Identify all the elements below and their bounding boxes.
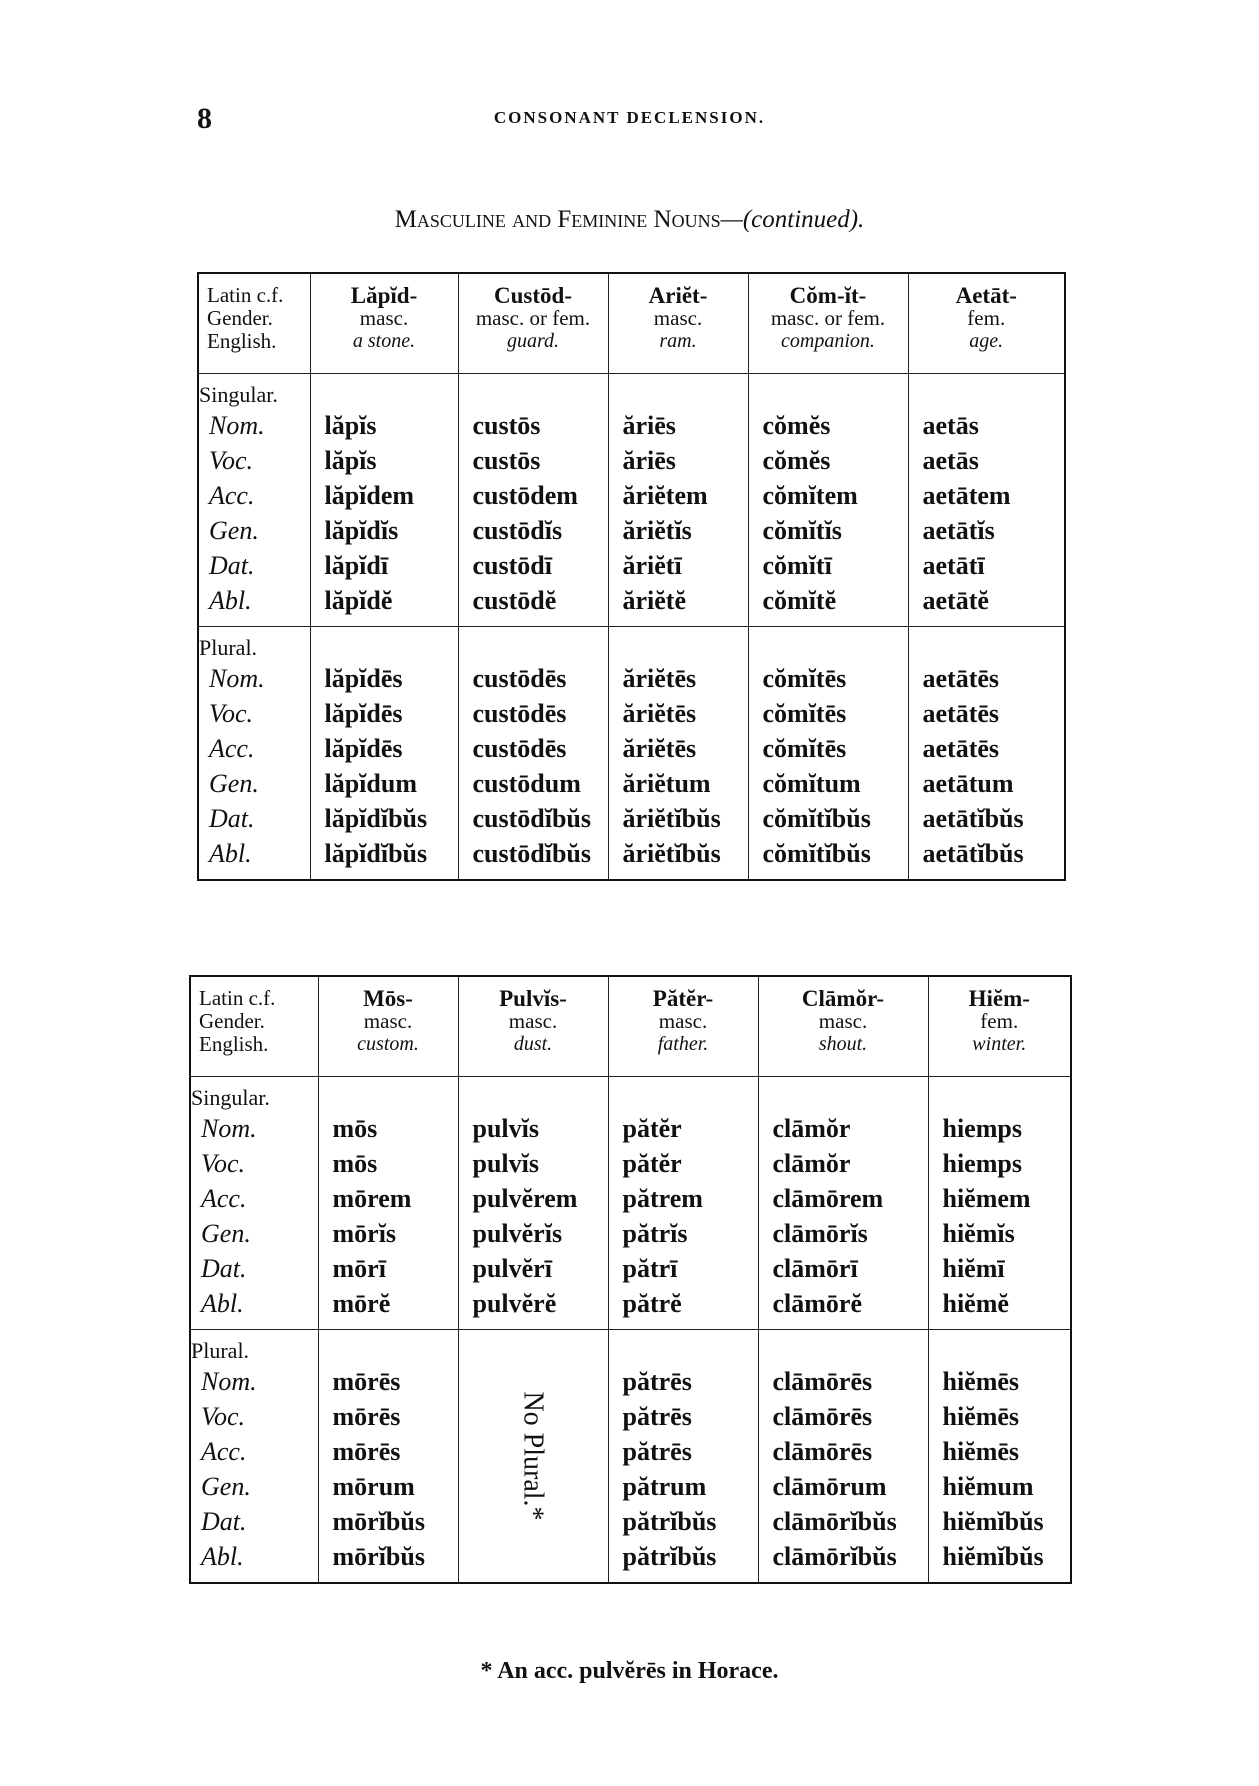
case-label: Acc. (209, 480, 255, 510)
case-form: clāmōrem (772, 1183, 884, 1213)
case-form: aetās (922, 410, 979, 440)
stem-label: Mōs- (363, 986, 413, 1011)
column-header (748, 273, 908, 373)
case-label: Nom. (209, 410, 265, 440)
column-header (608, 976, 758, 1076)
case-form: custōs (472, 445, 541, 475)
plural-forms (928, 1329, 1071, 1583)
case-form: custōdēs (472, 698, 567, 728)
case-form: mōs (332, 1113, 378, 1143)
stem-label: Clāmŏr- (801, 986, 885, 1011)
case-form: pătrēs (622, 1366, 692, 1396)
case-form: ăriĕtem (622, 480, 708, 510)
stem-label: Custōd- (494, 283, 572, 308)
section-title-continued: —(continued). (720, 206, 865, 233)
case-form: mōrĭbŭs (332, 1506, 425, 1536)
case-form: ăriĕtĭbŭs (622, 803, 721, 833)
singular-label-cell (190, 1076, 318, 1329)
english-gloss: winter. (972, 1033, 1027, 1055)
gender-label: fem. (980, 1009, 1019, 1033)
case-form: pătrĕ (622, 1288, 682, 1318)
plural-label-cell (198, 626, 310, 880)
english-gloss: dust. (513, 1033, 553, 1055)
gender-label: fem. (967, 306, 1006, 330)
plural-forms (908, 626, 1065, 880)
case-form: aetātem (922, 480, 1011, 510)
case-form: ăriĕtēs (622, 698, 697, 728)
footnote: * An acc. pulvĕrēs in Horace. (480, 1658, 779, 1684)
running-head: CONSONANT DECLENSION. (493, 108, 766, 127)
case-form: ăriĕtĭbŭs (622, 838, 721, 868)
gender-label: masc. (359, 306, 409, 330)
case-form: mōrem (332, 1183, 412, 1213)
case-form: cŏmĭtĭbŭs (762, 803, 871, 833)
case-label: Voc. (209, 445, 254, 475)
stem-label: Pătĕr- (652, 986, 714, 1011)
plural-label-cell (190, 1329, 318, 1583)
label-latin-cf: Latin c.f. (207, 283, 284, 307)
case-form: hiĕmem (942, 1183, 1031, 1213)
case-form: cŏmĭtēs (762, 663, 847, 693)
case-form: mōrum (332, 1471, 415, 1501)
case-form: clāmŏr (772, 1113, 851, 1143)
stem-label: Lăpĭd- (350, 283, 418, 308)
case-form: hiĕmēs (942, 1401, 1020, 1431)
plural-forms (608, 626, 748, 880)
case-form: mōrēs (332, 1401, 401, 1431)
case-form: cŏmĭtēs (762, 698, 847, 728)
case-form: hiĕmum (942, 1471, 1034, 1501)
case-form: custōdĭbŭs (472, 803, 591, 833)
label-gender: Gender. (207, 306, 273, 330)
case-form: hiĕmĕ (942, 1288, 1009, 1318)
case-form: ăriĕtēs (622, 733, 697, 763)
case-label: Gen. (201, 1471, 251, 1501)
english-gloss: custom. (357, 1033, 419, 1055)
case-form: cŏmĭtem (762, 480, 858, 510)
singular-heading: Singular. (199, 381, 278, 407)
case-form: lăpĭs (324, 410, 377, 440)
gender-label: masc. or fem. (770, 306, 886, 330)
case-form: aetātēs (922, 698, 1000, 728)
case-form: aetātĭbŭs (922, 838, 1024, 868)
case-form: pătrēs (622, 1401, 692, 1431)
case-form: pulvĕrĕ (472, 1288, 557, 1318)
column-header (458, 976, 608, 1076)
singular-label-cell (198, 373, 310, 626)
case-form: clāmōrēs (772, 1401, 873, 1431)
singular-forms (458, 1076, 608, 1329)
gender-label: masc. (818, 1009, 868, 1033)
column-header (908, 273, 1065, 373)
case-form: pulvĭs (472, 1113, 539, 1143)
case-form: lăpĭdēs (324, 663, 403, 693)
section-title-main: Masculine and Feminine Nouns (394, 206, 721, 233)
case-form: clāmōrĭbŭs (772, 1541, 897, 1571)
case-form: custōdī (472, 550, 552, 580)
case-form: aetātēs (922, 733, 1000, 763)
case-form: clāmōrĭbŭs (772, 1506, 897, 1536)
english-gloss: guard. (506, 330, 560, 352)
case-form: hiĕmēs (942, 1436, 1020, 1466)
case-form: clāmōrēs (772, 1366, 873, 1396)
case-form: hiĕmĭbŭs (942, 1506, 1044, 1536)
section-title (0, 206, 1259, 234)
plural-forms (758, 1329, 928, 1583)
column-header (928, 976, 1071, 1076)
case-form: pătrum (622, 1471, 707, 1501)
case-form: custōdĭs (472, 515, 563, 545)
case-form: mōrĭbŭs (332, 1541, 425, 1571)
case-label: Voc. (201, 1148, 246, 1178)
case-form: custōdēs (472, 733, 567, 763)
case-form: clāmŏr (772, 1148, 851, 1178)
case-form: lăpĭs (324, 445, 377, 475)
case-form: lăpĭdĭs (324, 515, 399, 545)
stem-label: Aetāt- (955, 283, 1017, 308)
case-form: ăriĕtēs (622, 663, 697, 693)
case-form: cŏmĕs (762, 410, 831, 440)
declension-table-1 (197, 272, 1066, 881)
case-label: Voc. (209, 698, 254, 728)
case-form: hiĕmī (942, 1253, 1005, 1283)
case-form: mōrī (332, 1253, 386, 1283)
case-form: aetātĕ (922, 585, 989, 615)
case-form: custōdēs (472, 663, 567, 693)
case-form: lăpĭdem (324, 480, 415, 510)
singular-heading: Singular. (191, 1084, 270, 1110)
case-form: lăpĭdĭbŭs (324, 838, 428, 868)
declension-table-2 (189, 975, 1072, 1584)
case-form: mōs (332, 1148, 378, 1178)
case-form: lăpĭdēs (324, 698, 403, 728)
header-label-cell (190, 976, 318, 1076)
english-gloss: a stone. (352, 330, 416, 352)
case-form: aetās (922, 445, 979, 475)
case-form: hiĕmēs (942, 1366, 1020, 1396)
case-form: pulvĭs (472, 1148, 539, 1178)
case-form: ăriĕtĭs (622, 515, 692, 545)
case-form: aetātēs (922, 663, 1000, 693)
case-form: pătrĭs (622, 1218, 688, 1248)
case-form: custōdum (472, 768, 581, 798)
plural-forms (748, 626, 908, 880)
case-form: ăriĕtī (622, 550, 682, 580)
case-form: pătrēs (622, 1436, 692, 1466)
label-latin-cf: Latin c.f. (199, 986, 276, 1010)
column-header (458, 273, 608, 373)
case-form: aetātĭbŭs (922, 803, 1024, 833)
case-form: lăpĭdī (324, 550, 389, 580)
case-form: lăpĭdĭbŭs (324, 803, 428, 833)
case-form: cŏmĭtĭbŭs (762, 838, 871, 868)
stem-label: Hiĕm- (968, 986, 1030, 1011)
case-label: Nom. (201, 1113, 257, 1143)
case-form: ăriēs (622, 410, 676, 440)
column-header (758, 976, 928, 1076)
stem-label: Ariĕt- (648, 283, 708, 308)
english-gloss: age. (969, 330, 1004, 352)
case-form: cŏmĭtum (762, 768, 861, 798)
gender-label: masc. (658, 1009, 708, 1033)
plural-forms (458, 626, 608, 880)
no-plural-note: No Plural.* (517, 1390, 549, 1521)
case-form: ăriĕtĕ (622, 585, 687, 615)
case-form: mōrĕ (332, 1288, 391, 1318)
case-form: ăriĕtum (622, 768, 711, 798)
case-label: Abl. (201, 1541, 244, 1571)
stem-label: Cŏm-ĭt- (789, 283, 867, 308)
case-label: Nom. (209, 663, 265, 693)
case-form: cŏmĭtĕ (762, 585, 837, 615)
case-form: hiemps (942, 1113, 1022, 1143)
singular-forms (608, 373, 748, 626)
case-form: pulvĕrem (472, 1183, 578, 1213)
singular-forms (458, 373, 608, 626)
column-header (318, 976, 458, 1076)
case-form: cŏmĕs (762, 445, 831, 475)
case-form: pătrem (622, 1183, 703, 1213)
case-form: hiĕmĭbŭs (942, 1541, 1044, 1571)
case-form: clāmōrī (772, 1253, 858, 1283)
case-label: Abl. (201, 1288, 244, 1318)
case-label: Dat. (209, 550, 255, 580)
singular-forms (928, 1076, 1071, 1329)
case-form: pătĕr (622, 1113, 682, 1143)
case-label: Abl. (209, 585, 252, 615)
plural-heading: Plural. (199, 634, 258, 660)
no-plural-cell (458, 1329, 608, 1583)
singular-forms (318, 1076, 458, 1329)
case-form: custōdĭbŭs (472, 838, 591, 868)
case-form: clāmōrĭs (772, 1218, 868, 1248)
page-number: 8 (197, 102, 212, 135)
plural-forms (310, 626, 458, 880)
singular-forms (310, 373, 458, 626)
case-form: lăpĭdum (324, 768, 417, 798)
case-form: mōrēs (332, 1436, 401, 1466)
label-english: English. (199, 1032, 269, 1056)
case-label: Dat. (209, 803, 255, 833)
gender-label: masc. or fem. (475, 306, 591, 330)
case-label: Acc. (201, 1183, 247, 1213)
case-form: cŏmĭtĭs (762, 515, 842, 545)
stem-label: Pulvĭs- (499, 986, 567, 1011)
singular-forms (758, 1076, 928, 1329)
gender-label: masc. (363, 1009, 413, 1033)
case-form: clāmōrum (772, 1471, 887, 1501)
column-header (608, 273, 748, 373)
header-label-cell (198, 273, 310, 373)
case-form: clāmōrēs (772, 1436, 873, 1466)
case-form: lăpĭdēs (324, 733, 403, 763)
case-form: mōrēs (332, 1366, 401, 1396)
case-label: Acc. (201, 1436, 247, 1466)
case-form: mōrĭs (332, 1218, 397, 1248)
case-form: aetātum (922, 768, 1014, 798)
case-form: cŏmĭtēs (762, 733, 847, 763)
case-form: pătĕr (622, 1148, 682, 1178)
case-form: aetātĭs (922, 515, 995, 545)
case-form: lăpĭdĕ (324, 585, 393, 615)
case-label: Gen. (201, 1218, 251, 1248)
case-form: pătrĭbŭs (622, 1506, 717, 1536)
case-label: Dat. (201, 1506, 247, 1536)
plural-forms (318, 1329, 458, 1583)
plural-forms (608, 1329, 758, 1583)
gender-label: masc. (508, 1009, 558, 1033)
singular-forms (748, 373, 908, 626)
case-label: Abl. (209, 838, 252, 868)
case-form: custōdĕ (472, 585, 557, 615)
case-label: Nom. (201, 1366, 257, 1396)
plural-heading: Plural. (191, 1337, 250, 1363)
singular-forms (608, 1076, 758, 1329)
case-form: custōdem (472, 480, 578, 510)
case-form: custōs (472, 410, 541, 440)
singular-forms (908, 373, 1065, 626)
case-form: pătrī (622, 1253, 678, 1283)
case-form: pulvĕrī (472, 1253, 552, 1283)
label-gender: Gender. (199, 1009, 265, 1033)
label-english: English. (207, 329, 277, 353)
case-label: Gen. (209, 768, 259, 798)
gender-label: masc. (653, 306, 703, 330)
case-form: pulvĕrĭs (472, 1218, 563, 1248)
english-gloss: companion. (781, 330, 875, 352)
case-label: Acc. (209, 733, 255, 763)
english-gloss: shout. (818, 1033, 868, 1055)
case-label: Voc. (201, 1401, 246, 1431)
case-form: cŏmĭtī (762, 550, 832, 580)
case-form: clāmōrĕ (772, 1288, 863, 1318)
case-form: hiemps (942, 1148, 1022, 1178)
case-label: Dat. (201, 1253, 247, 1283)
case-form: aetātī (922, 550, 985, 580)
case-form: ăriēs (622, 445, 676, 475)
case-form: pătrĭbŭs (622, 1541, 717, 1571)
english-gloss: father. (657, 1033, 709, 1055)
column-header (310, 273, 458, 373)
case-label: Gen. (209, 515, 259, 545)
case-form: hiĕmĭs (942, 1218, 1015, 1248)
english-gloss: ram. (659, 330, 697, 352)
